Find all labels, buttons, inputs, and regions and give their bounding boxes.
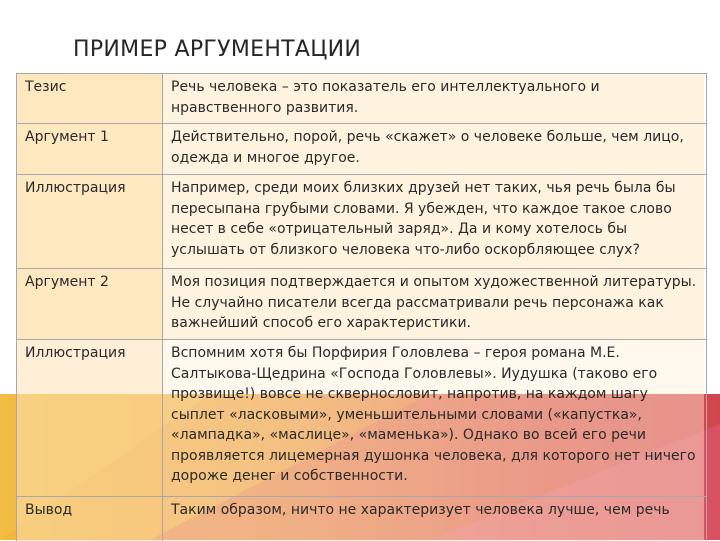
table-row [17,175,706,269]
table-row [17,124,706,175]
table-row [17,74,706,124]
row-term-cell: Иллюстрация [17,340,163,496]
argument-table [16,73,707,541]
row-text-cell: Моя позиция подтверждается и опытом художественной литературы. Не случайно писатели всегда рассматривали речь персонажа как важнейший способ его характеристики. [163,269,704,339]
row-term-cell: Иллюстрация [17,175,163,268]
row-text-cell: Речь человека – это показатель его интеллектуального и нравственного развития. [163,74,704,123]
row-text-cell: Например, среди моих близких друзей нет таких, чья речь была бы пересыпана грубыми словами. Я убежден, что каждое такое слово несет в себе «отрицательный заряд». Да и кому хотелось бы услышать от близкого человека что-либо оскорбляющее слух? [163,175,704,268]
row-text-cell: Таким образом, ничто не характеризует человека лучше, чем речь [163,497,704,541]
row-term-cell: Вывод [17,497,163,541]
table-row [17,269,706,340]
row-term-cell: Аргумент 2 [17,269,163,339]
table-row [17,340,706,497]
row-term-cell: Аргумент 1 [17,124,163,174]
table-row [17,497,706,541]
page-title: ПРИМЕР АРГУМЕНТАЦИИ [73,37,362,62]
row-term-cell: Тезис [17,74,163,123]
row-text-cell: Вспомним хотя бы Порфирия Головлева – героя романа М.Е. Салтыкова-Щедрина «Господа Головлевы». Иудушка (таково его прозвище!) вовсе не сквернословит, напротив, на каждом шагу сыплет «ласковыми», уменьшительными словами («капустка», «лампадка», «маслице», «маменька»). Однако во всей его речи проявляется лицемерная душонка человека, для которого нет ничего дороже денег и собственности. [163,340,704,496]
row-text-cell: Действительно, порой, речь «скажет» о человеке больше, чем лицо, одежда и многое другое. [163,124,704,174]
